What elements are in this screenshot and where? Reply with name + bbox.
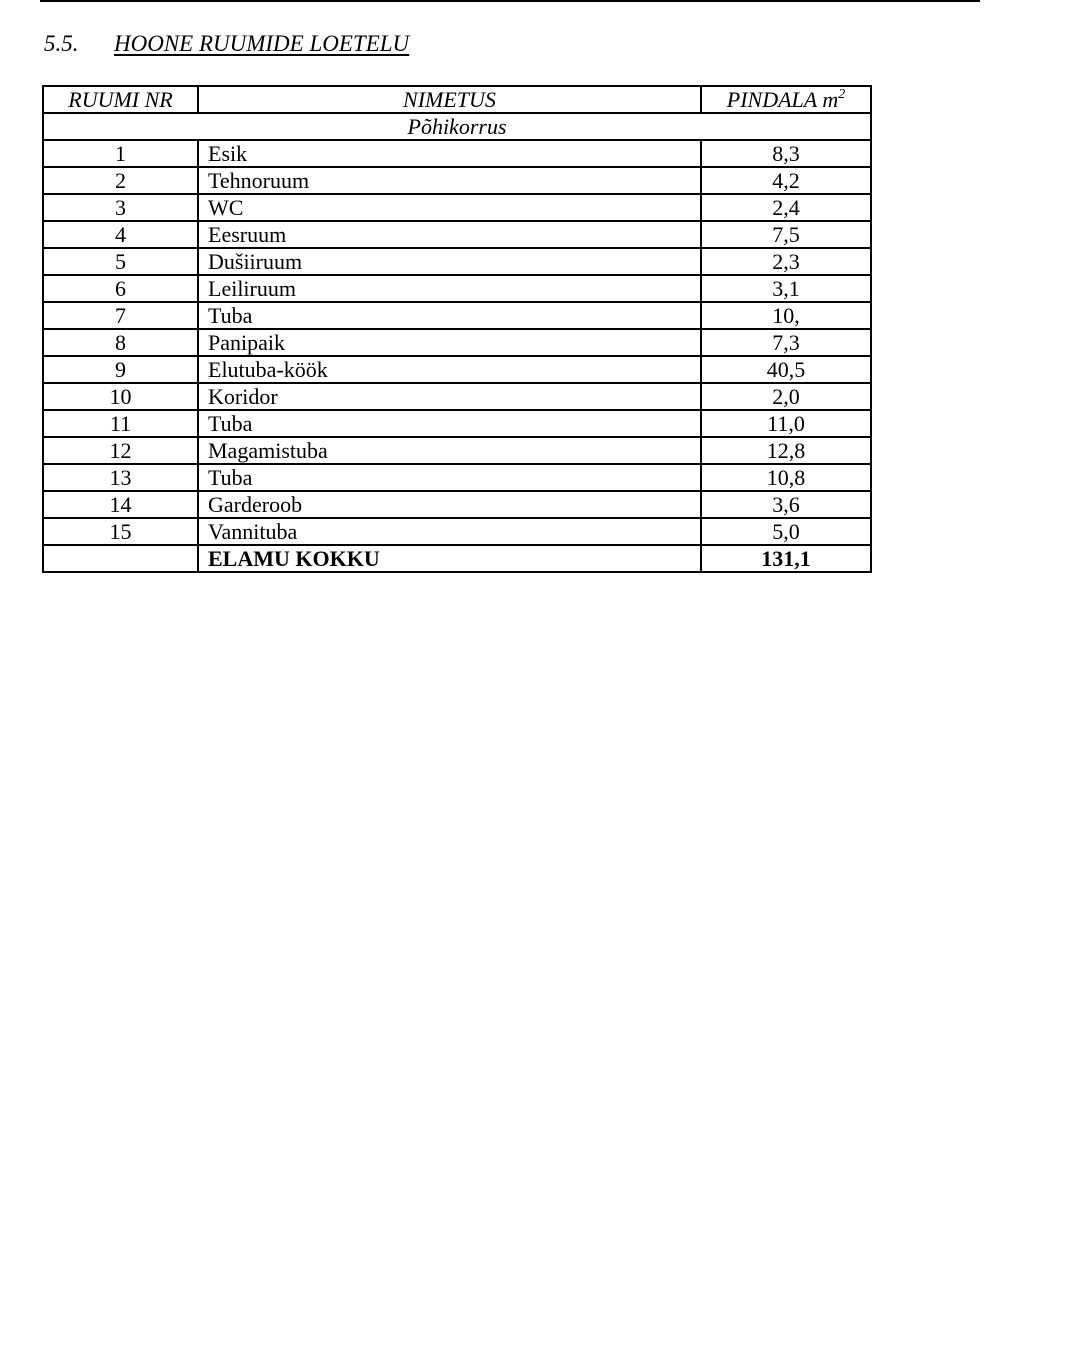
room-nr-cell: 11 [43, 410, 198, 437]
rooms-table [42, 85, 872, 573]
room-name-cell: Dušiiruum [198, 248, 701, 275]
room-name-cell: Tuba [198, 410, 701, 437]
room-area-cell: 2,3 [701, 248, 871, 275]
room-nr-cell: 1 [43, 140, 198, 167]
room-name-cell: Tuba [198, 464, 701, 491]
room-nr-cell: 13 [43, 464, 198, 491]
room-nr-cell: 2 [43, 167, 198, 194]
room-area-cell: 8,3 [701, 140, 871, 167]
room-area-cell: 3,6 [701, 491, 871, 518]
table-row [43, 383, 871, 410]
section-heading [44, 30, 409, 58]
room-nr-cell: 4 [43, 221, 198, 248]
table-row [43, 221, 871, 248]
room-name-cell: Esik [198, 140, 701, 167]
room-area-cell: 7,3 [701, 329, 871, 356]
table-row [43, 464, 871, 491]
header-area [701, 86, 871, 113]
total-nr [43, 545, 198, 572]
top-rule [40, 0, 980, 2]
table-row [43, 329, 871, 356]
table-row [43, 194, 871, 221]
room-name-cell: WC [198, 194, 701, 221]
room-area-cell: 10,8 [701, 464, 871, 491]
room-area-cell: 12,8 [701, 437, 871, 464]
room-nr-cell: 5 [43, 248, 198, 275]
table-row [43, 167, 871, 194]
room-nr-cell: 14 [43, 491, 198, 518]
room-name-cell: Panipaik [198, 329, 701, 356]
room-name-cell: Tuba [198, 302, 701, 329]
room-name-cell: Tehnoruum [198, 167, 701, 194]
room-area-cell: 7,5 [701, 221, 871, 248]
room-nr-cell: 8 [43, 329, 198, 356]
header-name: NIMETUS [198, 86, 701, 113]
room-area-cell: 4,2 [701, 167, 871, 194]
room-nr-cell: 3 [43, 194, 198, 221]
room-nr-cell: 7 [43, 302, 198, 329]
total-area: 131,1 [701, 545, 871, 572]
room-nr-cell: 10 [43, 383, 198, 410]
table-row [43, 302, 871, 329]
section-number: 5.5. [44, 31, 79, 56]
table-row [43, 275, 871, 302]
room-name-cell: Garderoob [198, 491, 701, 518]
room-name-cell: Magamistuba [198, 437, 701, 464]
table-row [43, 518, 871, 545]
room-name-cell: Leiliruum [198, 275, 701, 302]
table-row [43, 140, 871, 167]
room-area-cell: 40,5 [701, 356, 871, 383]
total-row [43, 545, 871, 572]
table-row [43, 410, 871, 437]
room-area-cell: 10, [701, 302, 871, 329]
room-area-cell: 5,0 [701, 518, 871, 545]
room-name-cell: Koridor [198, 383, 701, 410]
room-nr-cell: 6 [43, 275, 198, 302]
table-body [43, 113, 871, 545]
section-title: HOONE RUUMIDE LOETELU [114, 31, 410, 56]
header-area-label: PINDALA m [726, 87, 839, 112]
total-label: ELAMU KOKKU [198, 545, 701, 572]
header-area-superscript: 2 [838, 87, 846, 102]
room-name-cell: Elutuba-köök [198, 356, 701, 383]
table-row [43, 437, 871, 464]
room-name-cell: Eesruum [198, 221, 701, 248]
room-area-cell: 3,1 [701, 275, 871, 302]
table-row [43, 356, 871, 383]
room-area-cell: 2,0 [701, 383, 871, 410]
table-header-row [43, 86, 871, 113]
room-area-cell: 2,4 [701, 194, 871, 221]
room-nr-cell: 12 [43, 437, 198, 464]
room-name-cell: Vannituba [198, 518, 701, 545]
table-row [43, 491, 871, 518]
floor-label: Põhikorrus [43, 113, 871, 140]
floor-row [43, 113, 871, 140]
room-area-cell: 11,0 [701, 410, 871, 437]
table-row [43, 248, 871, 275]
header-room-nr: RUUMI NR [43, 86, 198, 113]
room-nr-cell: 9 [43, 356, 198, 383]
room-nr-cell: 15 [43, 518, 198, 545]
